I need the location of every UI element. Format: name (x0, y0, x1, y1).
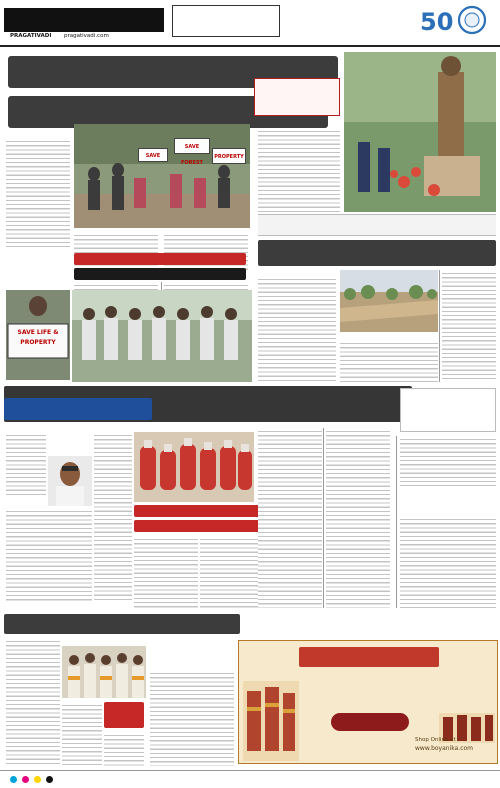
registration-mark-yellow (34, 776, 41, 783)
gas-text-col-2 (200, 536, 264, 608)
airport-text-col-1 (258, 276, 336, 382)
placard-3: PROPERTY (212, 148, 246, 164)
section-label (172, 5, 280, 37)
ad-discount-badge (331, 713, 409, 731)
right-text-col (400, 516, 496, 608)
boyanika-advertisement[interactable] (238, 640, 498, 764)
bottom-text-col-3 (104, 732, 144, 766)
bottom-headline (4, 614, 240, 634)
group-photo (72, 290, 252, 382)
svg-text:50: 50 (420, 8, 454, 36)
newspaper-website: pragativadi.com (64, 33, 109, 39)
dignitaries-photo (62, 646, 146, 698)
bottom-red-box (104, 702, 144, 728)
bottom-text-col-1 (6, 638, 60, 766)
right-story-headline (400, 488, 496, 502)
protest-photo (74, 124, 250, 228)
lead-highlight-1 (74, 253, 246, 265)
gas-text-col-3 (258, 428, 322, 608)
statue-photo (344, 52, 496, 212)
print-footer (0, 770, 500, 788)
placard-save-life: SAVE LIFE & PROPERTY (17, 329, 59, 346)
lead-text-col-3 (164, 232, 248, 272)
placard-1: SAVE (138, 148, 168, 162)
newspaper-english-name: PRAGATIVADI (10, 33, 52, 39)
right-story-subhead (400, 502, 496, 514)
placard-photo (6, 290, 70, 380)
airport-byline (258, 268, 338, 274)
politician-photo (48, 456, 92, 506)
left-text-col-3 (6, 508, 92, 602)
left-story-headline (4, 398, 152, 420)
registration-mark-black (46, 776, 53, 783)
gas-cylinders-photo (134, 432, 254, 502)
left-story-byline (6, 424, 70, 430)
gas-text-col-4 (326, 428, 390, 608)
masthead-tagline (4, 1, 114, 8)
lead-subhead (254, 78, 340, 116)
registration-mark-cyan (10, 776, 17, 783)
masthead (0, 0, 500, 47)
ad-dates (429, 685, 495, 709)
ad-product-image-left (243, 681, 299, 761)
right-inset-head (405, 393, 493, 409)
airport-photo-caption (340, 332, 438, 338)
airport-headline (258, 240, 496, 266)
gas-text-col-1 (134, 536, 198, 608)
left-text-col-1 (6, 432, 46, 498)
registration-mark-magenta (22, 776, 29, 783)
lead-text-col-2 (74, 232, 158, 272)
ad-website-label: Shop Online at (415, 737, 456, 743)
side-text-col-1 (258, 128, 340, 228)
bottom-text-col-4 (150, 670, 234, 766)
newspaper-logo (4, 8, 164, 32)
column-rule (323, 428, 324, 608)
lead-highlight-2 (74, 268, 246, 280)
lead-byline (6, 130, 66, 136)
column-rule (439, 270, 440, 382)
gas-pullquote-1 (134, 505, 270, 517)
anniversary-logo (418, 4, 494, 38)
right-inset (400, 388, 496, 432)
bottom-text-col-2 (62, 702, 102, 766)
airport-site-photo (340, 270, 438, 332)
airport-text-col-2 (340, 340, 438, 382)
airport-text-col-3 (442, 270, 496, 382)
statue-photo-caption (258, 214, 496, 236)
right-text-top (400, 436, 496, 486)
ad-website[interactable]: www.boyanika.com (415, 745, 474, 752)
placard-2: SAVE FOREST (174, 138, 210, 154)
left-text-col-2 (94, 432, 132, 602)
column-rule (396, 436, 397, 608)
lead-text-col-1 (6, 138, 70, 248)
bottom-sub-headline (150, 638, 238, 668)
ad-brand (299, 647, 439, 667)
gas-pullquote-2 (134, 520, 270, 532)
